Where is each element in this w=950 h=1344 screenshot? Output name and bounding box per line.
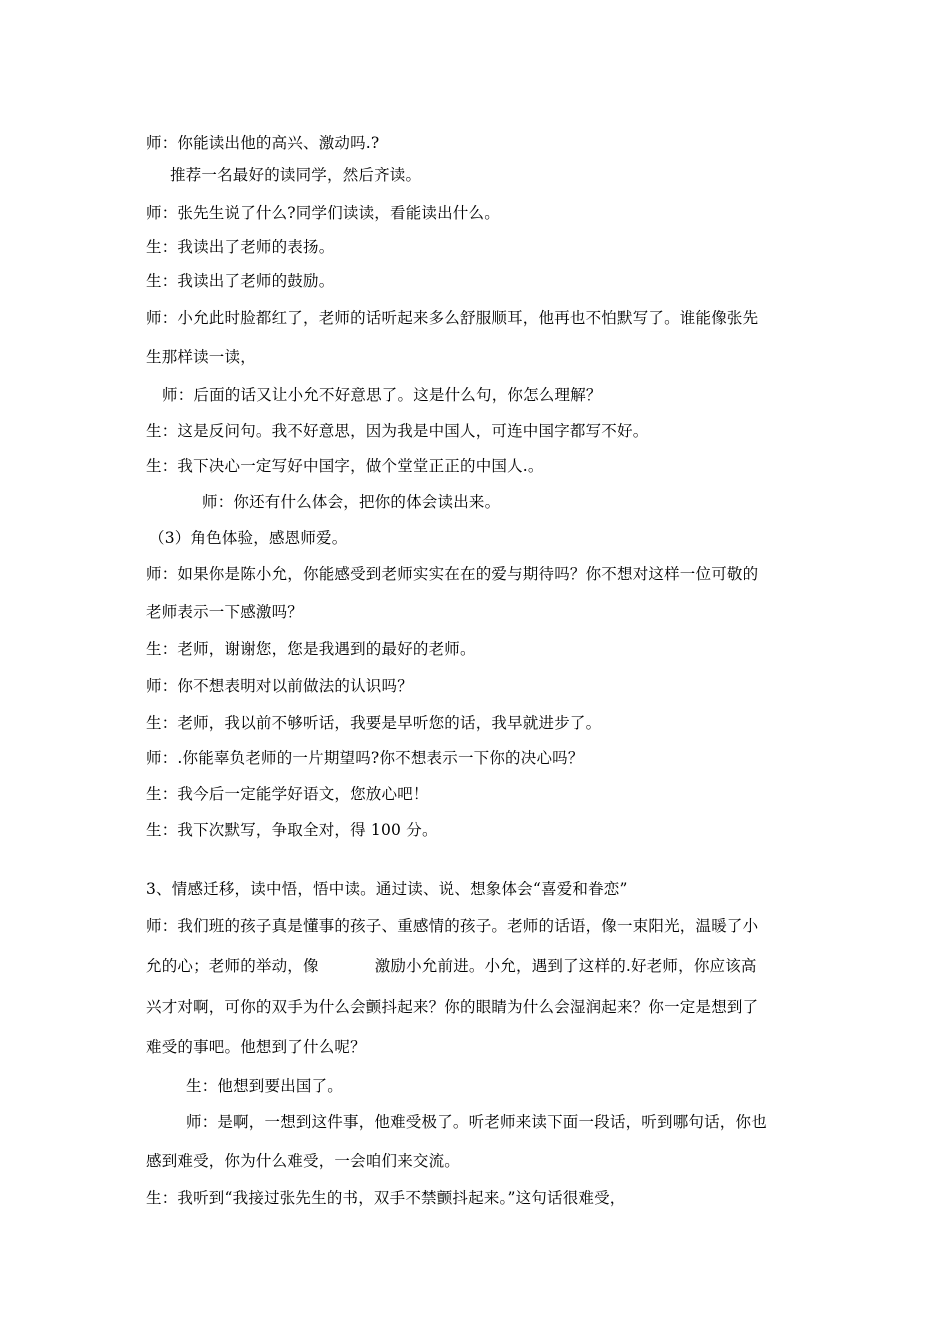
section-heading: 3、情感迁移，读中悟，悟中读。通过读、说、想象体会“喜爱和眷恋”: [146, 880, 628, 898]
text-line: 生：我下决心一定写好中国字，做个堂堂正正的中国人.。: [146, 457, 544, 475]
text-line: 推荐一名最好的读同学，然后齐读。: [170, 166, 422, 184]
text-line: 师：你能读出他的高兴、激动吗.?: [146, 134, 380, 152]
text-line: 师：你不想表明对以前做法的认识吗？: [146, 677, 413, 695]
text-line: 师：是啊，一想到这件事，他难受极了。听老师来读下面一段话，听到哪句话，你也: [186, 1113, 767, 1131]
text-line: 师：后面的话又让小允不好意思了。这是什么句，你怎么理解？: [162, 386, 602, 404]
text-line: 生：老师，谢谢您，您是我遇到的最好的老师。: [146, 640, 476, 658]
text-line-prefix: 允的心；老师的举动，像: [146, 957, 319, 975]
text-line-suffix: 激励小允前进。小允，遇到了这样的.好老师，你应该高: [374, 957, 757, 975]
text-line: [146, 956, 757, 976]
text-line: 师：我们班的孩子真是懂事的孩子、重感情的孩子。老师的话语，像一束阳光，温暖了小: [146, 917, 759, 935]
section-heading: （3）角色体验，感恩师爱。: [149, 529, 348, 547]
text-line: 难受的事吧。他想到了什么呢？: [146, 1038, 366, 1056]
text-line: 生：老师，我以前不够听话，我要是早听您的话，我早就进步了。: [146, 714, 602, 732]
text-line: 生：我下次默写，争取全对，得 100 分。: [146, 821, 438, 839]
text-line: 师：.你能辜负老师的一片期望吗?你不想表示一下你的决心吗？: [146, 749, 584, 767]
text-line: 生那样读一读，: [146, 348, 256, 366]
text-line: 生：我读出了老师的鼓励。: [146, 272, 335, 290]
text-line: 师：张先生说了什么?同学们读读，看能读出什么。: [146, 204, 500, 222]
text-line: 生：这是反问句。我不好意思，因为我是中国人，可连中国字都写不好。: [146, 422, 649, 440]
text-line: 师：小允此时脸都红了，老师的话听起来多么舒服顺耳，他再也不怕默写了。谁能像张先: [146, 309, 759, 327]
text-line: 生：我今后一定能学好语文，您放心吧！: [146, 785, 429, 803]
text-line: 老师表示一下感激吗？: [146, 603, 304, 621]
text-line: 生：他想到要出国了。: [186, 1077, 344, 1095]
text-line: 生：我读出了老师的表扬。: [146, 238, 335, 256]
text-line: 师：如果你是陈小允，你能感受到老师实实在在的爱与期待吗？你不想对这样一位可敬的: [146, 565, 759, 583]
text-line: 感到难受，你为什么难受，一会咱们来交流。: [146, 1152, 461, 1170]
text-line: 生：我听到“我接过张先生的书，双手不禁颤抖起来。”这句话很难受，: [146, 1189, 626, 1207]
text-line: 师：你还有什么体会，把你的体会读出来。: [202, 493, 501, 511]
text-line: 兴才对啊，可你的双手为什么会颤抖起来？你的眼睛为什么会湿润起来？你一定是想到了: [146, 998, 759, 1016]
